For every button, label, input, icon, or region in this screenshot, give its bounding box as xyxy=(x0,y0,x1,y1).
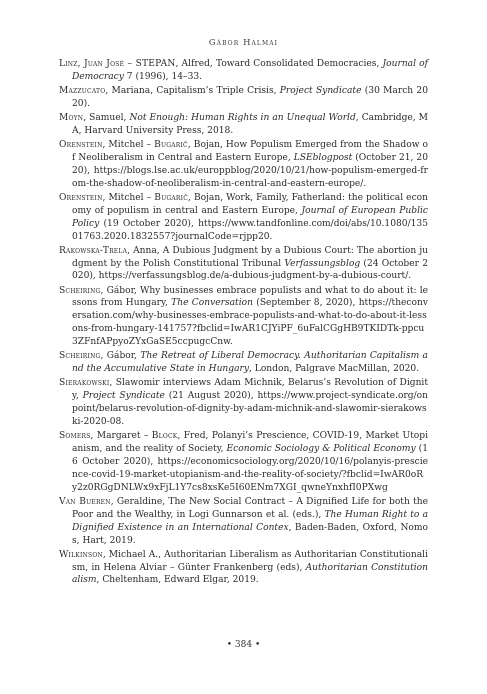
reference-text: , Bojan, How Populism Emerged from the Shadow of Neoliberalism in Central and Eastern Europe, xyxy=(72,140,428,163)
reference-text: Bugarič xyxy=(154,192,188,203)
reference-text: , Mariana, Capitalism’s Triple Crisis, xyxy=(105,86,280,96)
reference-author: Rakowska-Trela xyxy=(59,245,128,256)
reference-text: , Margaret – xyxy=(90,431,152,442)
reference-entry xyxy=(59,139,428,191)
reference-title: The Human Right to a Dignified Existence in an International Contex xyxy=(72,509,428,533)
reference-text: , Gábor, Why businesses embrace populists and what to do about it: lessons from Hungary, xyxy=(72,285,428,309)
reference-text: , Baden-Baden, Oxford, Nomos, Hart, 2019. xyxy=(72,522,428,546)
reference-text: (21 August 2020), https://www.project-syndicate.org/onpoint/belarus-revolution-of-dignity-by-adam-michnik-and-slawomir-sierakowski-2020-08. xyxy=(72,391,428,427)
reference-text: (16 October 2020), https://economicsociology.org/2020/10/16/polanyis-prescience-covid-19-market-utopianism-and-the-reality-of-society/?fbclid=IwAR0oRy2z0RGgDNLWx9xFjL1Y7cs8xsKe5I60ENm7XGI_qwneYnxhfI0PXwg xyxy=(72,443,428,493)
page-number: • 384 • xyxy=(226,640,261,650)
reference-author: Linz, Juan José – STEPAN xyxy=(59,59,176,69)
reference-title: The Retreat of Liberal Democracy. Authoritarian Capitalism and the Accumulative State in Hungary xyxy=(72,351,428,375)
reference-title: Authoritarian Constitutionalism xyxy=(72,562,429,586)
reference-entry xyxy=(59,192,428,244)
reference-author: Van Bueren xyxy=(59,496,111,507)
reference-author: Moyn xyxy=(59,113,84,123)
reference-entry xyxy=(59,430,428,495)
reference-text: , Mitchel – xyxy=(102,140,155,150)
reference-entry xyxy=(59,285,428,350)
reference-text: , Gábor, xyxy=(100,351,141,362)
reference-title: The Conversation xyxy=(171,298,253,309)
reference-title: LSEblogpost xyxy=(293,152,353,163)
reference-text: (October 21, 2020), https://blogs.lse.ac.uk/europpblog/2020/10/21/how-populism-emerged-from-the-shadow-of-neoliberalism-in-central-and-eastern-europe/. xyxy=(72,152,428,189)
reference-title: Not Enough: Human Rights in an Unequal World xyxy=(129,113,356,123)
reference-text: , Geraldine, The New Social Contract – A Dignified Life for both the Poor and the Wealthy, in Logi Gunnarson et al. (eds.), xyxy=(72,496,428,520)
reference-text: , Bojan, Work, Family, Fatherland: the political economy of populism in central and Eastern Europe, xyxy=(72,192,428,216)
reference-entry xyxy=(59,350,428,376)
reference-title: Project Syndicate xyxy=(82,391,165,402)
reference-list xyxy=(59,58,428,589)
reference-author: Scheiring xyxy=(59,351,101,362)
reference-text: , Cambridge, MA, Harvard University Press, 2018. xyxy=(72,113,428,136)
running-head: Gábor Halmai xyxy=(208,37,279,47)
reference-text: (24 October 2020), https://verfassungsblog.de/a-dubious-judgment-by-a-dubious-court/. xyxy=(72,258,428,282)
reference-entry xyxy=(59,496,428,548)
reference-entry xyxy=(59,58,428,84)
reference-entry xyxy=(59,85,428,111)
reference-entry xyxy=(59,377,428,429)
reference-text: (September 8, 2020), https://theconversation.com/why-businesses-embrace-populists-and-what-to-do-about-it-lessons-from-hungary-141757?fbclid=IwAR1CJYiPF_6uFalCGgHB9TKIDTk-ppcu3ZFnfAPpyoZYxGaSE5ccpugcCnw. xyxy=(72,298,428,348)
reference-text: , Slawomir interviews Adam Michnik, Belarus’s Revolution of Dignity, xyxy=(72,378,428,402)
reference-author: Wilkinson xyxy=(59,549,103,560)
reference-author: Sierakowski xyxy=(59,378,110,389)
reference-title: Journal of European Public Policy xyxy=(72,205,428,229)
reference-author: Scheiring xyxy=(59,285,101,296)
reference-text: , Fred, Polanyi’s Prescience, COVID-19, Market Utopianism, and the reality of Society, xyxy=(72,431,428,454)
reference-text: , Anna, A Dubious Judgment by a Dubious Court: The abortion judgment by the Polish Constitutional Tribunal xyxy=(72,245,428,269)
reference-text: , Samuel, xyxy=(83,113,130,123)
reference-author: Somers xyxy=(59,431,91,442)
reference-entry xyxy=(59,245,428,284)
reference-text: (30 March 2020). xyxy=(72,86,428,109)
reference-text: , Michael A., Authoritarian Liberalism as Authoritarian Constitutionalism, in Helena Alviar – Günter Frankenberg (eds), xyxy=(72,549,428,573)
reference-text: Bugarič xyxy=(154,140,188,150)
reference-text: , London, Palgrave MacMillan, 2020. xyxy=(249,364,420,375)
reference-text: , Alfred, Toward Consolidated Democracies, xyxy=(175,59,383,69)
reference-author: Orenstein xyxy=(59,192,103,203)
reference-entry xyxy=(59,549,428,588)
reference-author: Orenstein xyxy=(59,140,103,150)
reference-author: Mazzucato xyxy=(59,86,106,96)
reference-title: Verfassungsblog xyxy=(284,258,361,269)
reference-text: Block xyxy=(151,431,178,442)
reference-title: Economic Sociology & Political Economy xyxy=(226,443,416,454)
reference-title: Journal of Democracy xyxy=(72,59,428,82)
reference-text: , Cheltenham, Edward Elgar, 2019. xyxy=(96,575,259,586)
reference-title: Project Syndicate xyxy=(279,86,362,96)
reference-text: (19 October 2020), https://www.tandfonline.com/doi/abs/10.1080/13501763.2020.1832557?journalCode=rjpp20. xyxy=(72,218,428,242)
reference-text: , Mitchel – xyxy=(102,192,155,203)
reference-text: 7 (1996), 14–33. xyxy=(123,71,203,82)
reference-entry xyxy=(59,112,428,138)
